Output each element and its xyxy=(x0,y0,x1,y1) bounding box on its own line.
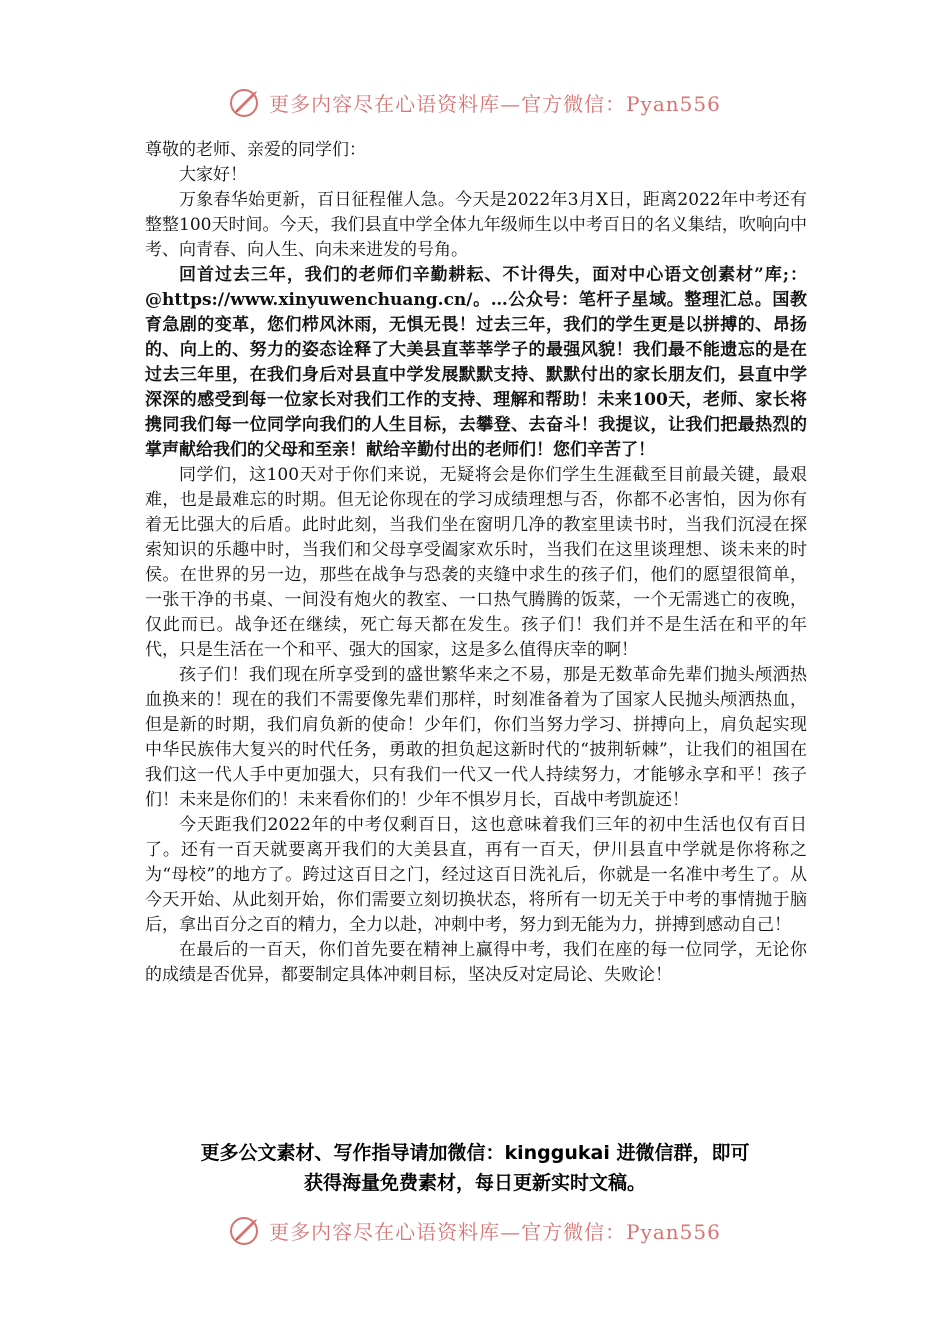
footer-note-line-2: 获得海量免费素材，每日更新实时文稿。 xyxy=(303,1172,646,1194)
pen-writing-icon xyxy=(229,85,263,119)
footer-note-line-1: 更多公文素材、写作指导请加微信：kinggukai 进微信群，即可 xyxy=(200,1142,750,1164)
salutation: 尊敬的老师、亲爱的同学们： xyxy=(145,140,366,160)
footer-promo-note xyxy=(130,1138,820,1198)
footer-watermark xyxy=(0,1210,950,1250)
watermark-text: 更多内容尽在心语资料库—官方微信：Pyan556 xyxy=(269,91,721,116)
pen-writing-icon xyxy=(229,1213,263,1247)
paragraph-3: 同学们，这100天对于你们来说，无疑将会是你们学生生涯截至目前最关键，最艰难，也是最难忘的时期。但无论你现在的学习成绩理想与否，你都不必害怕，因为你有着无比强大的后盾。此时此刻，当我们坐在窗明几净的教室里读书时，当我们沉浸在探索知识的乐趣中时，当我们和父母享受阖家欢乐时，当我们在这里谈理想、谈未来的时侯。在世界的另一边，那些在战争与恐袭的夹缝中求生的孩子们，他们的愿望很简单，一张干净的书桌、一间没有炮火的教室、一口热气腾腾的饭菜，一个无需逃亡的夜晚，仅此而已。战争还在继续，死亡每天都在发生。孩子们！我们并不是生活在和平的年代，只是生活在一个和平、强大的国家，这是多么值得庆幸的啊！ xyxy=(145,465,807,660)
paragraph-2: 回首过去三年，我们的老师们辛勤耕耘、不计得失，面对中心语文创素材”库;：@https://www.xinyuwenchuang.cn/。…公众号：笔杆子星域。整理汇总。国教育急剧的变革，您们栉风沐雨，无惧无畏！过去三年，我们的学生更是以拼搏的、昂扬的、向上的、努力的姿态诠释了大美县直莘莘学子的最强风貌！我们最不能遗忘的是在过去三年里，在我们身后对县直中学发展默默支持、默默付出的家长朋友们，县直中学深深的感受到每一位家长对我们工作的支持、理解和帮助！未来100天，老师、家长将携同我们每一位同学向我们的人生目标，去攀登、去奋斗！我提议，让我们把最热烈的掌声献给我们的父母和至亲！献给辛勤付出的老师们！您们辛苦了！ xyxy=(145,265,807,460)
paragraph-6: 在最后的一百天，你们首先要在精神上赢得中考，我们在座的每一位同学，无论你的成绩是否优异，都要制定具体冲刺目标，坚决反对定局论、失败论！ xyxy=(145,940,807,985)
greeting: 大家好！ xyxy=(179,165,247,185)
paragraph-1: 万象春华始更新，百日征程催人急。今天是2022年3月X日，距离2022年中考还有整整100天时间。今天，我们县直中学全体九年级师生以中考百日的名义集结，吹响向中考、向青春、向人生、向未来进发的号角。 xyxy=(145,190,807,260)
paragraph-5: 今天距我们2022年的中考仅剩百日，这也意味着我们三年的初中生活也仅有百日了。还有一百天就要离开我们的大美县直，再有一百天，伊川县直中学就是你将称之为“母校”的地方了。跨过这百日之门，经过这百日洗礼后，你就是一名准中考生了。从今天开始、从此刻开始，你们需要立刻切换状态，将所有一切无关于中考的事情抛于脑后，拿出百分之百的精力，全力以赴，冲刺中考，努力到无能为力，拼搏到感动自己！ xyxy=(145,815,807,935)
watermark-text: 更多内容尽在心语资料库—官方微信：Pyan556 xyxy=(269,1219,721,1244)
document-body xyxy=(145,138,807,988)
header-watermark xyxy=(0,82,950,122)
paragraph-4: 孩子们！我们现在所享受到的盛世繁华来之不易，那是无数革命先辈们抛头颅洒热血换来的！现在的我们不需要像先辈们那样，时刻准备着为了国家人民抛头颅洒热血，但是新的时期，我们肩负新的使命！少年们，你们当努力学习、拼搏向上，肩负起实现中华民族伟大复兴的时代任务，勇敢的担负起这新时代的“披荆斩棘”，让我们的祖国在我们这一代人手中更加强大，只有我们一代又一代人持续努力，才能够永享和平！孩子们！未来是你们的！未来看你们的！少年不惧岁月长，百战中考凯旋还！ xyxy=(145,665,807,810)
